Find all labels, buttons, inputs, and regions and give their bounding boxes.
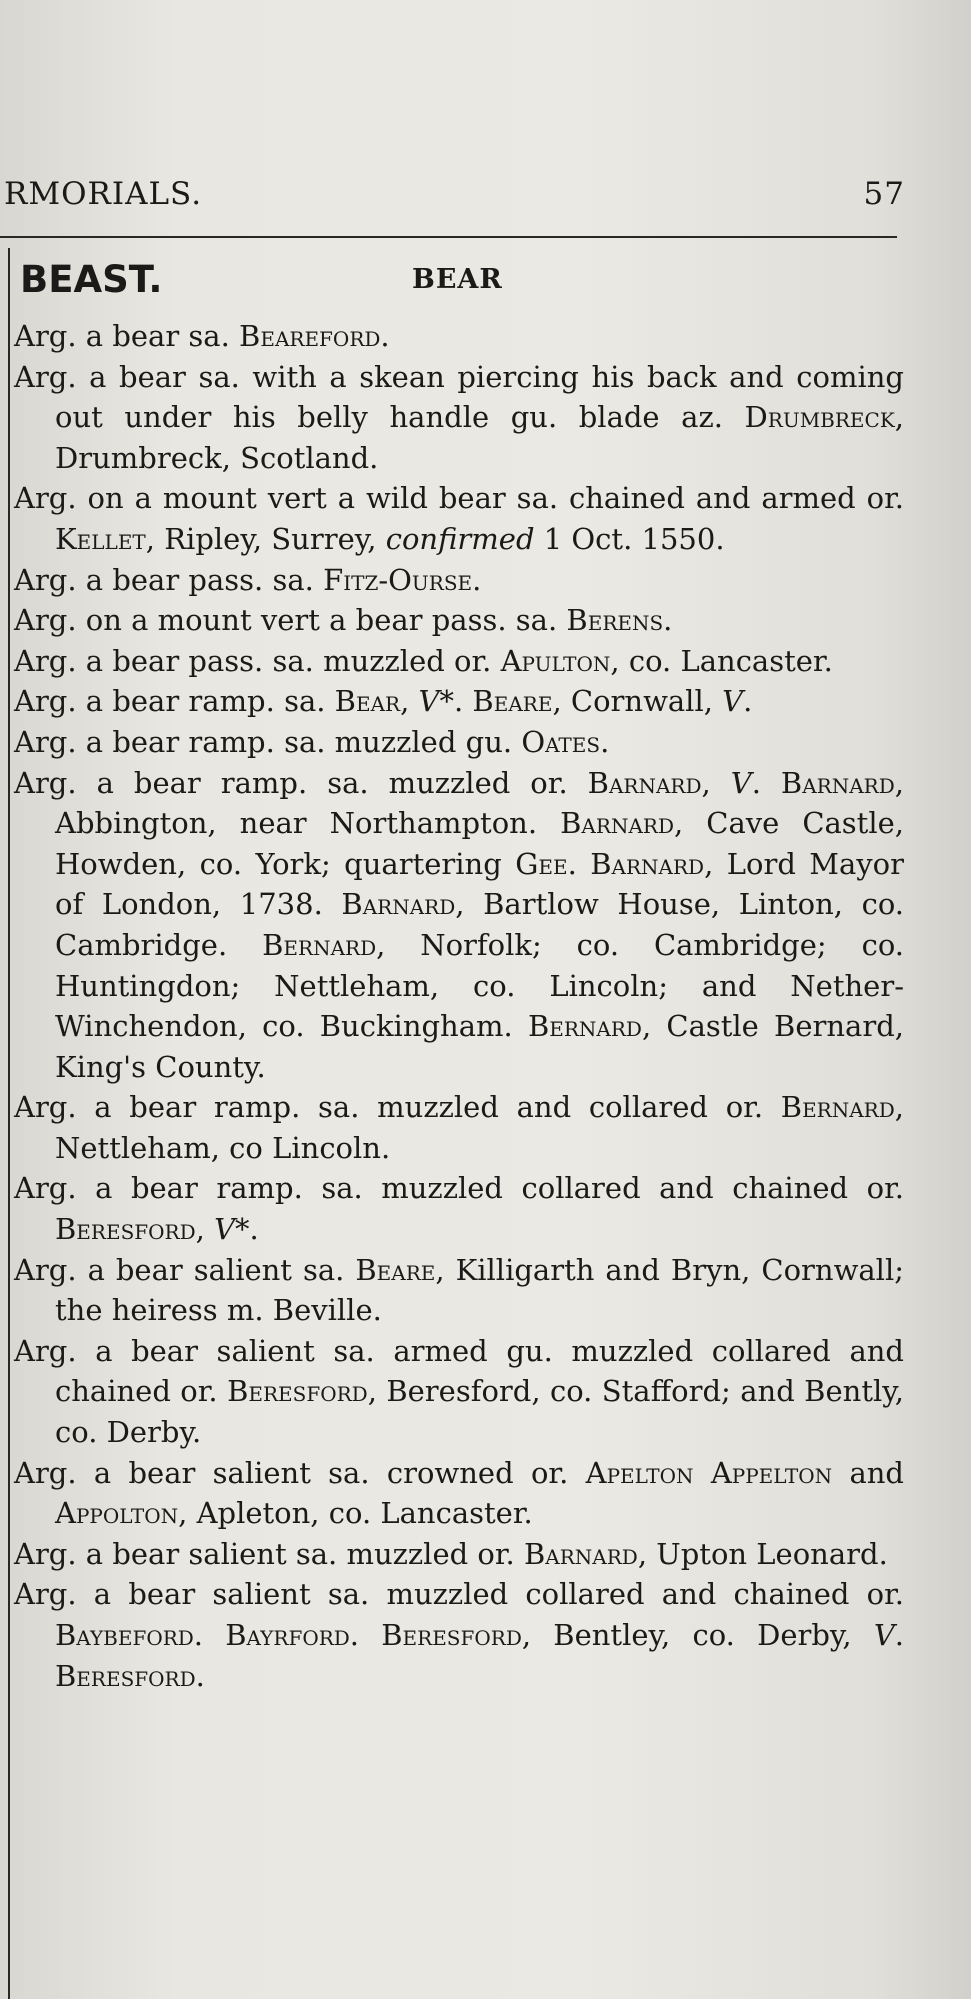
family-name: Barnard [560, 806, 674, 841]
entry-text: Arg. a bear ramp. sa. muzzled gu. [14, 724, 522, 759]
entry-text: , Beresford, co. Stafford; and Bently, co. Derby. [55, 1374, 904, 1450]
family-name: Gee [515, 846, 568, 881]
entry-text: Arg. on a mount vert a bear pass. sa. [14, 603, 567, 638]
armorial-entry [14, 560, 904, 601]
entry-text: , Bartlow House, Linton, co. Cambridge. [55, 887, 904, 962]
header-rule [0, 236, 897, 238]
armorial-entry [14, 478, 904, 559]
entry-text: , Drumbreck, Scotland. [55, 400, 904, 475]
family-name: Beresford. [55, 1658, 205, 1693]
armorial-entry [14, 641, 904, 682]
italic-text: V* [214, 1212, 250, 1247]
entry-text: , [701, 765, 731, 800]
page-number: 57 [863, 176, 905, 212]
entry-text: , co. Lancaster. [610, 643, 833, 678]
family-name: Barnard [341, 887, 456, 922]
section-heading: BEAST. [20, 258, 163, 301]
family-name: Bernard [527, 1009, 642, 1044]
entry-text: , Abbington, near Northampton. [55, 765, 904, 841]
family-name: Bernard [780, 1090, 895, 1125]
entry-text: Arg. a bear ramp. sa. muzzled and collared or. [14, 1090, 781, 1125]
entry-text: . [751, 765, 781, 800]
entry-text [359, 1618, 381, 1652]
sub-heading: BEAR [412, 264, 503, 295]
entry-text: Arg. a bear pass. sa. [14, 562, 324, 597]
family-name: Appolton [55, 1496, 179, 1531]
entry-text: , Apleton, co. Lancaster. [178, 1496, 533, 1531]
entry-text: 1 Oct. 1550. [534, 521, 725, 556]
entry-text: , Upton Leonard. [637, 1536, 888, 1571]
italic-text: V [722, 684, 744, 719]
italic-text: V [873, 1618, 895, 1652]
column-rule [8, 248, 10, 1999]
family-name: Fitz-Ourse. [323, 562, 482, 597]
entry-text: Arg. a bear salient sa. muzzled collared and chained or. [14, 1577, 904, 1612]
entry-text: Arg. a bear salient sa. muzzled or. [14, 1536, 524, 1571]
family-name: Beare [472, 684, 553, 719]
entry-text: , Lord Mayor of London, 1738. [55, 846, 905, 922]
italic-text: V [730, 765, 752, 800]
entry-text: , Castle Bernard, King's County. [55, 1009, 904, 1084]
family-name: Beresford [227, 1374, 368, 1409]
family-name: Drumbreck [744, 400, 895, 435]
entry-text: , Bentley, co. Derby, [521, 1618, 874, 1652]
family-name: Oates. [521, 724, 610, 759]
family-name: Barnard [523, 1536, 638, 1571]
family-name: Bear [334, 684, 401, 719]
family-name: Beare [355, 1252, 436, 1287]
entry-text: Arg. a bear salient sa. crowned or. [14, 1455, 586, 1490]
family-name: Barnard [780, 765, 895, 800]
entry-text: Arg. a bear sa. [14, 319, 240, 353]
armorial-entry [14, 1534, 904, 1575]
entry-text: , Cornwall, [552, 684, 723, 719]
entry-text: . [743, 684, 753, 719]
family-name: Baybeford. [55, 1618, 204, 1652]
armorial-entry [14, 1250, 904, 1331]
armorial-entry [14, 316, 904, 357]
entry-text: Arg. a bear salient sa. armed gu. muzzled collared and chained or. [14, 1333, 904, 1409]
entry-text: Arg. a bear pass. sa. muzzled or. [14, 643, 501, 678]
entry-text: Arg. a bear salient sa. [14, 1252, 356, 1287]
section-headings [20, 258, 900, 308]
armorial-entry [14, 1574, 904, 1696]
family-name: Barnard [587, 765, 702, 800]
armorial-entry [14, 1168, 904, 1249]
entry-text: , Nettleham, co Lincoln. [55, 1090, 904, 1165]
armorial-entry [14, 681, 904, 722]
family-name: Barnard [590, 846, 705, 881]
armorial-entry [14, 1087, 904, 1168]
entry-text: , [195, 1212, 215, 1247]
family-name: Bayrford. [225, 1618, 360, 1652]
entry-text: , Cave Castle, Howden, co. York; quartering [55, 806, 904, 881]
entry-text: Arg. a bear ramp. sa. muzzled collared and chained or. [14, 1171, 904, 1206]
entry-list [14, 316, 904, 1696]
armorial-entry [14, 600, 904, 641]
armorial-entry [14, 1453, 904, 1534]
family-name: Apelton Appelton [585, 1455, 833, 1490]
family-name: Bernard [262, 927, 377, 962]
armorial-entry [14, 722, 904, 763]
entry-text: , [400, 684, 419, 719]
entry-text: . [249, 1212, 259, 1247]
entry-text: , Norfolk; co. Cambridge; co. Huntingdon; Nettleham, co. Lincoln; and Nether-Winchendon, co. Buckingham. [55, 927, 904, 1044]
family-name: Apulton [500, 643, 611, 678]
entry-text: Arg. a bear sa. with a skean piercing his back and coming out under his belly handle gu. blade az. [14, 359, 904, 435]
entry-text: , Killigarth and Bryn, Cornwall; the heiress m. Beville. [55, 1252, 905, 1328]
entry-text [203, 1618, 225, 1652]
family-name: Berens. [566, 603, 673, 638]
family-name: Beresford [55, 1212, 196, 1247]
entry-text: , Ripley, Surrey, [145, 521, 386, 556]
entry-text: Arg. a bear ramp. sa. [14, 684, 335, 719]
family-name: Kellet [55, 521, 146, 556]
armorial-entry [14, 763, 904, 1088]
running-title: RMORIALS. [4, 176, 203, 212]
entry-text: Arg. on a mount vert a wild bear sa. chained and armed or. [14, 481, 904, 516]
family-name: Beresford [381, 1618, 522, 1652]
italic-text: V* [418, 684, 454, 719]
armorial-entry [14, 357, 904, 479]
entry-text: and [832, 1455, 904, 1490]
entry-text: . [567, 846, 591, 881]
entry-text: . [453, 684, 473, 719]
armorial-entry [14, 1331, 904, 1453]
italic-text: confirmed [385, 521, 535, 556]
entry-text: Arg. a bear ramp. sa. muzzled or. [14, 765, 588, 800]
entry-text: . [894, 1618, 905, 1652]
family-name: Beareford. [239, 319, 390, 353]
